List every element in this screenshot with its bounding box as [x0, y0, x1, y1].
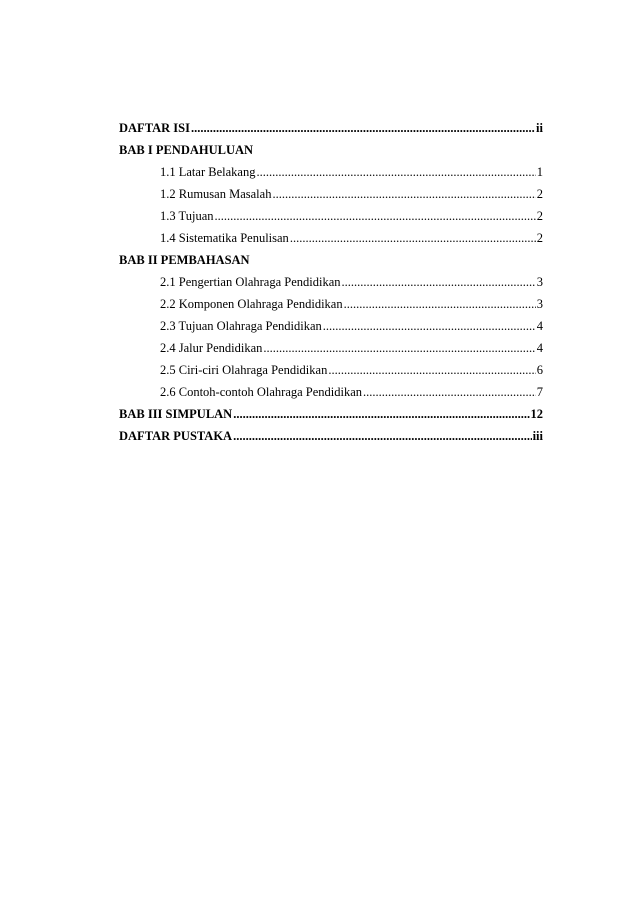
toc-entry-label: 2.6 Contoh-contoh Olahraga Pendidikan: [160, 385, 363, 399]
toc-dot-leader: [342, 271, 536, 293]
toc-entry-daftar-isi: [119, 117, 543, 139]
toc-entry-label: 1.3 Tujuan: [160, 209, 214, 223]
toc-entry-page: 2: [536, 187, 543, 201]
toc-dot-leader: [215, 205, 536, 227]
toc-dot-leader: [344, 293, 536, 315]
toc-dot-leader: [256, 161, 535, 183]
toc-entry-1-2: [119, 183, 543, 205]
toc-dot-leader: [290, 227, 536, 249]
toc-dot-leader: [272, 183, 535, 205]
toc-entry-page: 4: [536, 319, 543, 333]
table-of-contents: [119, 117, 543, 447]
toc-entry-1-3: [119, 205, 543, 227]
toc-entry-1-4: [119, 227, 543, 249]
toc-entry-page: 3: [536, 297, 543, 311]
toc-dot-leader: [263, 337, 535, 359]
toc-entry-label: 2.3 Tujuan Olahraga Pendidikan: [160, 319, 322, 333]
toc-entry-label: 1.4 Sistematika Penulisan: [160, 231, 289, 245]
toc-entry-page: 4: [536, 341, 543, 355]
toc-entry-label: 1.1 Latar Belakang: [160, 165, 256, 179]
toc-entry-2-1: [119, 271, 543, 293]
toc-entry-label: 2.4 Jalur Pendidikan: [160, 341, 263, 355]
toc-heading-bab-2: [119, 249, 543, 271]
toc-dot-leader: [191, 117, 535, 139]
toc-dot-leader: [363, 381, 536, 403]
toc-dot-leader: [233, 425, 531, 447]
toc-entry-1-1: [119, 161, 543, 183]
toc-entry-2-6: [119, 381, 543, 403]
toc-entry-label: DAFTAR ISI: [119, 121, 190, 135]
toc-entry-daftar-pustaka: [119, 425, 543, 447]
toc-dot-leader: [328, 359, 535, 381]
toc-entry-2-4: [119, 337, 543, 359]
toc-entry-page: 12: [530, 407, 543, 421]
toc-entry-page: 7: [536, 385, 543, 399]
toc-dot-leader: [233, 403, 529, 425]
toc-entry-2-5: [119, 359, 543, 381]
toc-entry-label: BAB I PENDAHULUAN: [119, 143, 254, 157]
toc-entry-bab-3: [119, 403, 543, 425]
toc-entry-label: 1.2 Rumusan Masalah: [160, 187, 272, 201]
toc-entry-page: 3: [536, 275, 543, 289]
toc-entry-page: 1: [536, 165, 543, 179]
toc-entry-page: iii: [532, 429, 543, 443]
toc-entry-2-3: [119, 315, 543, 337]
toc-entry-label: BAB III SIMPULAN: [119, 407, 233, 421]
toc-entry-label: DAFTAR PUSTAKA: [119, 429, 233, 443]
toc-entry-label: 2.5 Ciri-ciri Olahraga Pendidikan: [160, 363, 328, 377]
toc-entry-page: 2: [536, 209, 543, 223]
toc-entry-page: 6: [536, 363, 543, 377]
toc-entry-label: 2.1 Pengertian Olahraga Pendidikan: [160, 275, 341, 289]
toc-entry-page: 2: [536, 231, 543, 245]
toc-entry-2-2: [119, 293, 543, 315]
toc-dot-leader: [323, 315, 536, 337]
toc-entry-label: BAB II PEMBAHASAN: [119, 253, 250, 267]
toc-heading-bab-1: [119, 139, 543, 161]
toc-entry-page: ii: [536, 121, 543, 135]
toc-entry-label: 2.2 Komponen Olahraga Pendidikan: [160, 297, 343, 311]
